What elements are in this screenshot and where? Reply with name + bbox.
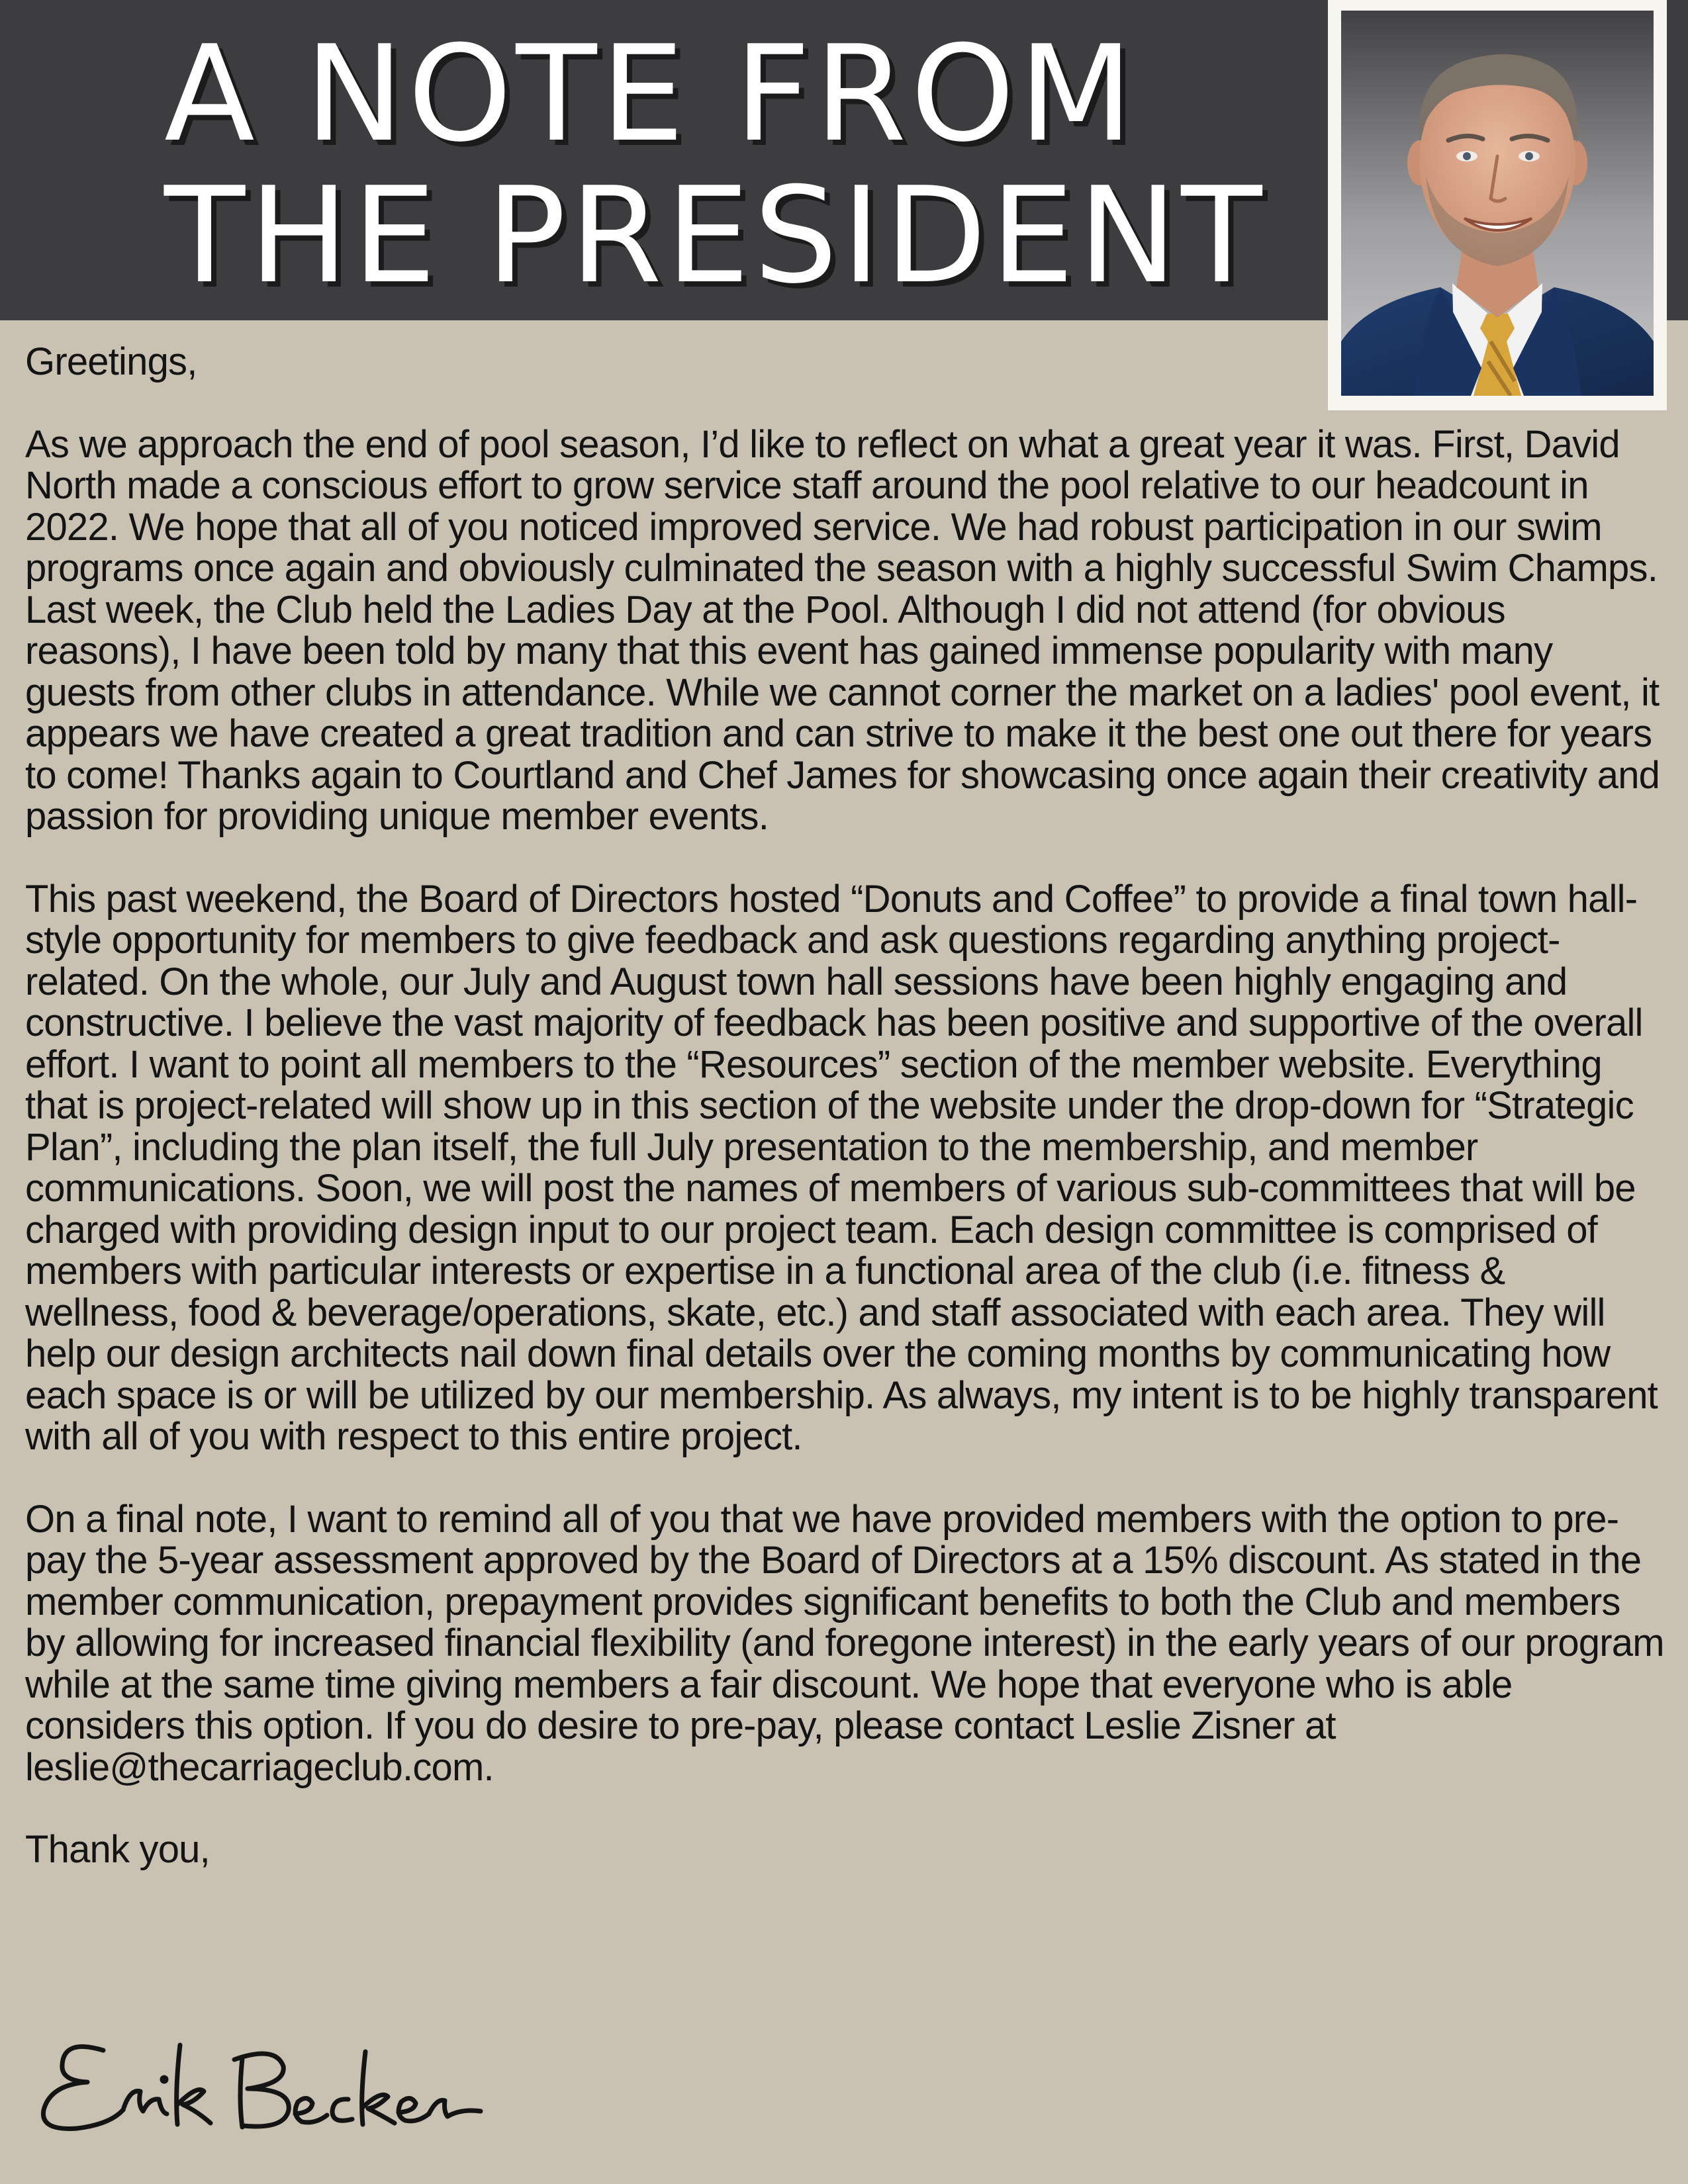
letter-paragraph-prepay: On a final note, I want to remind all of you that we have provided members with the option to pre-pay the 5-year assessment approved by the Board of Directors at a 15% discount. As stated in the member communication, prepayment provides significant benefits to both the Club and members by allowing for increased financial flexibility (and foregone interest) in the early years of our program while at the same time giving members a fair discount. We hope that everyone who is able considers this option. If you do desire to pre-pay, please contact Leslie Zisner at leslie@thecarriageclub.com. [25, 1497, 1664, 1789]
president-portrait [1341, 11, 1654, 396]
letter-greeting: Greetings, [25, 340, 197, 383]
letter-closing: Thank you, [25, 1828, 210, 1871]
letter-paragraph-town-hall: This past weekend, the Board of Directors hosted “Donuts and Coffee” to provide a final town hall-style opportunity for members to give feedback and ask questions regarding anything project-related. On the whole, our July and August town hall sessions have been highly engaging and constructive. I believe the vast majority of feedback has been positive and supportive of the overall effort. I want to point all members to the “Resources” section of the member website. Everything that is project-related will show up in this section of the website under the drop-down for “Strategic Plan”, including the plan itself, the full July presentation to the membership, and member communications. Soon, we will post the names of members of various sub-committees that will be charged with providing design input to our project team. Each design committee is comprised of members with particular interests or expertise in a functional area of the club (i.e. fitness & wellness, food & beverage/operations, skate, etc.) and staff associated with each area. They will help our design architects nail down final details over the coming months by communicating how each space is or will be utilized by our membership. As always, my intent is to be highly transparent with all of you with respect to this entire project. [25, 877, 1658, 1458]
page-title-line-2: THE PRESIDENT [164, 159, 1266, 313]
portrait-illustration [1341, 11, 1654, 396]
letter-paragraph-pool-season: As we approach the end of pool season, I’d like to reflect on what a great year it was. First, David North made a conscious effort to grow service staff around the pool relative to our headcount in 2022. We hope that all of you noticed improved service. We had robust participation in our swim programs once again and obviously culminated the season with a highly successful Swim Champs. Last week, the Club held the Ladies Day at the Pool. Although I did not attend (for obvious reasons), I have been told by many that this event has gained immense popularity with many guests from other clubs in attendance. While we cannot corner the market on a ladies' pool event, it appears we have created a great tradition and can strive to make it the best one out there for years to come! Thanks again to Courtland and Chef James for showcasing once again their creativity and passion for providing unique member events. [25, 422, 1660, 838]
page-title [164, 17, 1266, 313]
letter-body [25, 341, 1667, 1871]
handwritten-signature [24, 2025, 487, 2144]
page-title-line-1: A NOTE FROM [164, 17, 1137, 171]
